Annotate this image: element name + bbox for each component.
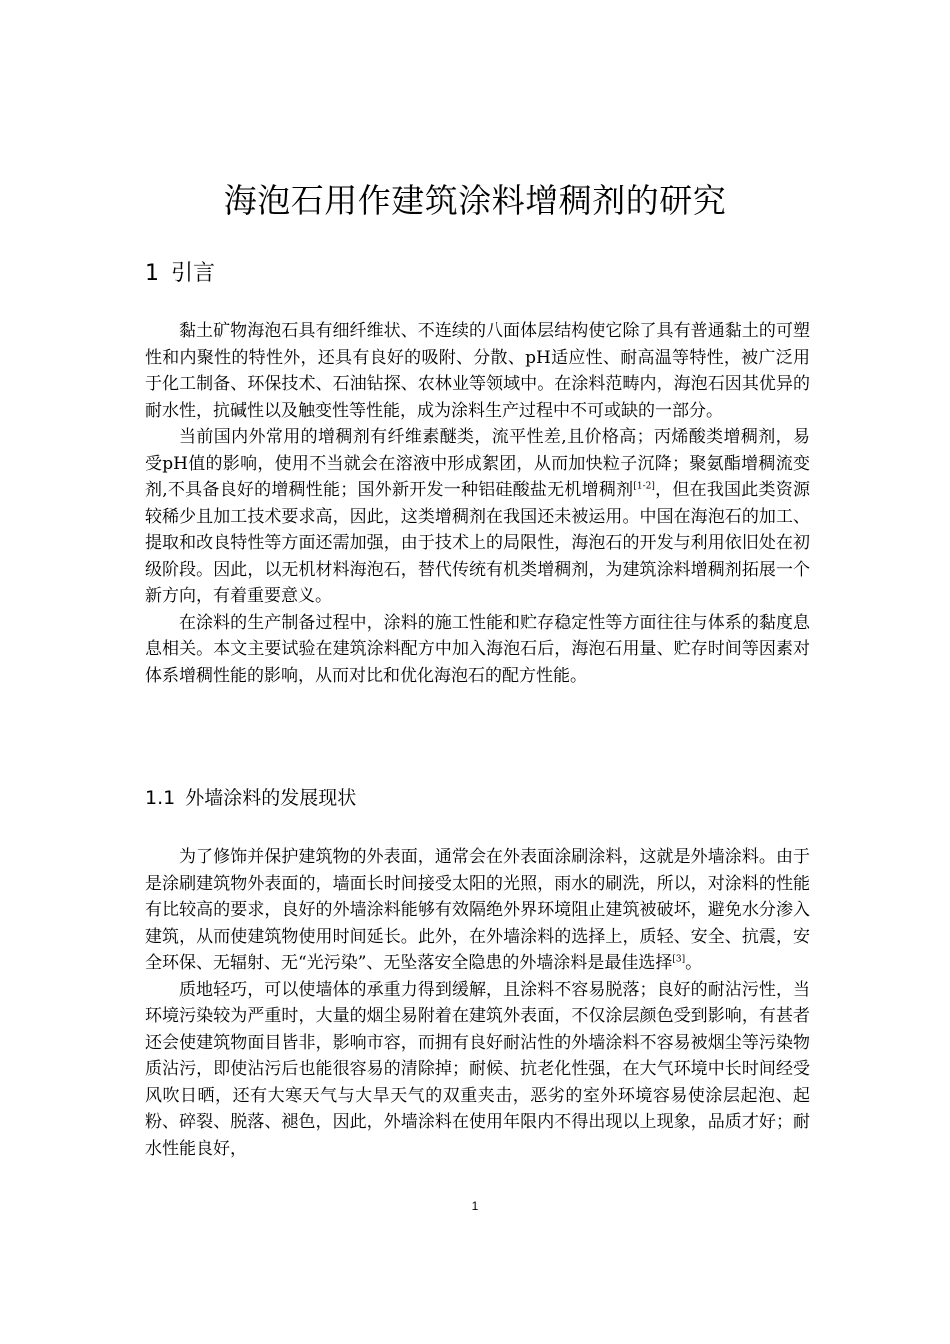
introduction-body (145, 318, 810, 689)
page-number: 1 (471, 1199, 479, 1213)
citation: [1-2] (633, 481, 655, 492)
paragraph (145, 844, 810, 977)
paragraph-text: 当前国内外常用的增稠剂有纤维素醚类，流平性差,且价格高；丙烯酸类增稠剂，易受pH值的影响，使用不当就会在溶液中形成絮团，从而加快粒子沉降；聚氨酯增稠流变剂,不具备良好的增稠性能；国外新开发一种铝硅酸盐无机增稠剂 (145, 427, 810, 500)
subsection-number: 1.1 (145, 787, 176, 809)
paper-title: 海泡石用作建筑涂料增稠剂的研究 (223, 181, 727, 220)
paragraph (145, 424, 810, 610)
paragraph: 黏土矿物海泡石具有细纤维状、不连续的八面体层结构使它除了具有普通黏土的可塑性和内聚性的特性外，还具有良好的吸附、分散、pH适应性、耐高温等特性，被广泛用于化工制备、环保技术、石油钻探、农林业等领域中。在涂料范畴内，海泡石因其优异的耐水性，抗碱性以及触变性等性能，成为涂料生产过程中不可或缺的一部分。 (145, 321, 810, 421)
paragraph: 在涂料的生产制备过程中，涂料的施工性能和贮存稳定性等方面往往与体系的黏度息息相关。本文主要试验在建筑涂料配方中加入海泡石后，海泡石用量、贮存时间等因素对体系增稠性能的影响，从而对比和优化海泡石的配方性能。 (145, 612, 810, 686)
section-number: 1 (145, 261, 159, 286)
citation: [3] (672, 954, 686, 965)
section-title: 引言 (171, 261, 216, 286)
subsection-title: 外墙涂料的发展现状 (185, 787, 357, 809)
section-heading-introduction (145, 258, 215, 290)
paragraph-text: 为了修饰并保护建筑物的外表面，通常会在外表面涂刷涂料，这就是外墙涂料。由于是涂刷建筑物外表面的，墙面长时间接受太阳的光照，雨水的刷洗，所以，对涂料的性能有比较高的要求，良好的外墙涂料能够有效隔绝外界环境阻止建筑被破坏，避免水分渗入建筑，从而使建筑物使用时间延长。此外，在外墙涂料的选择上，质轻、安全、抗震，安全环保、无辐射、无“光污染”、无坠落安全隐患的外墙涂料是最佳选择 (145, 847, 810, 973)
paragraph-text: 。 (685, 953, 703, 973)
paragraph-text: ，但在我国此类资源较稀少且加工技术要求高，因此，这类增稠剂在我国还未被运用。中国在海泡石的加工、提取和改良特性等方面还需加强，由于技术上的局限性，海泡石的开发与利用依旧处在初级阶段。因此，以无机材料海泡石，替代传统有机类增稠剂，为建筑涂料增稠剂拓展一个新方向，有着重要意义。 (145, 480, 811, 606)
paragraph: 质地轻巧，可以使墙体的承重力得到缓解，且涂料不容易脱落；良好的耐沾污性，当环境污染较为严重时，大量的烟尘易附着在建筑外表面，不仅涂层颜色受到影响，有甚者还会使建筑物面目皆非，影响市容，而拥有良好耐沾性的外墙涂料不容易被烟尘等污染物质沾污，即使沾污后也能很容易的清除掉；耐候、抗老化性强，在大气环境中长时间经受风吹日晒，还有大寒天气与大旱天气的双重夹击，恶劣的室外环境容易使涂层起泡、起粉、碎裂、脱落、褪色，因此，外墙涂料在使用年限内不得出现以上现象，品质才好；耐水性能良好， (145, 979, 810, 1159)
subsection-heading-exterior-coatings (145, 784, 356, 812)
subsection-body (145, 844, 810, 1162)
